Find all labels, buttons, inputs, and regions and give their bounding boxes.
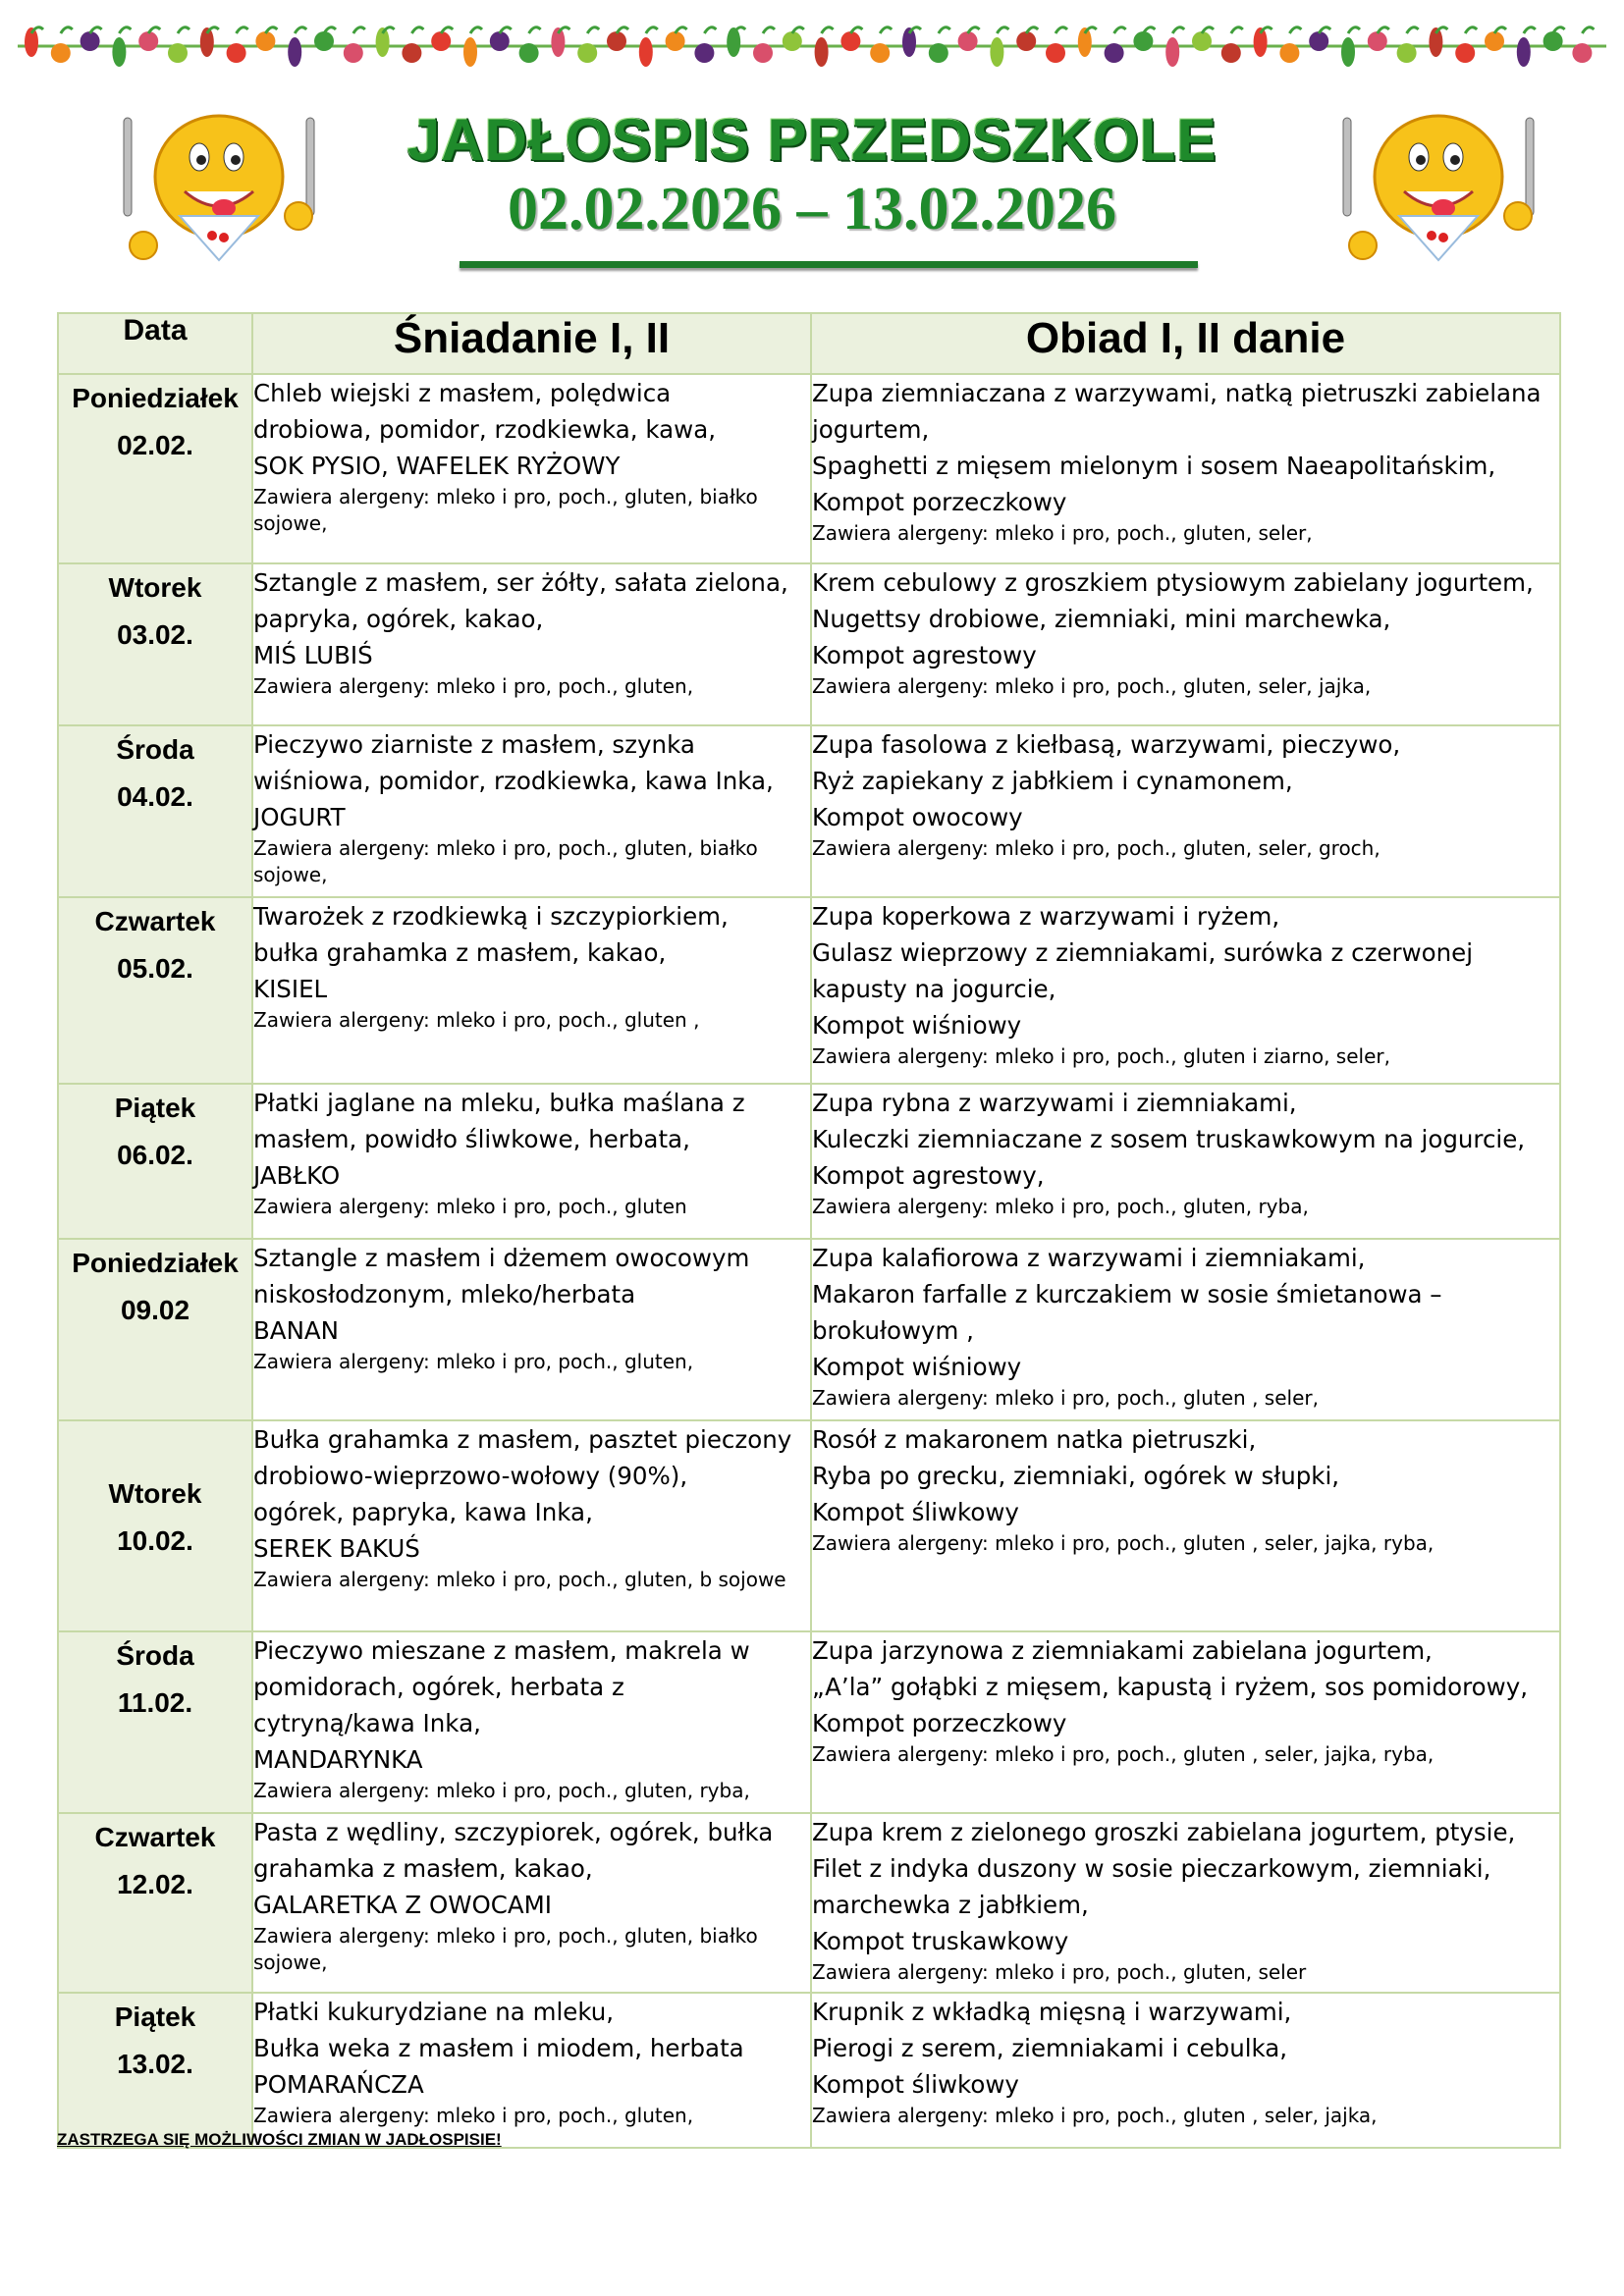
menu-line: papryka, ogórek, kakao, (253, 605, 544, 633)
vegetable-icon (227, 43, 246, 63)
vegetable-icon (519, 43, 539, 63)
day-date: 12.02. (117, 1869, 193, 1899)
leaf-icon (529, 27, 541, 33)
menu-line: Makaron farfalle z kurczakiem w sosie śmietanowa – (812, 1280, 1442, 1308)
menu-line: Kompot wiśniowy (812, 1353, 1022, 1381)
allergens-note: Zawiera alergeny: mleko i pro, poch., gluten, seler, groch, (812, 836, 1380, 860)
leaf-icon (500, 27, 512, 33)
menu-line: Kompot truskawkowy (812, 1927, 1069, 1955)
leaf-icon (61, 27, 73, 33)
allergens-note: Zawiera alergeny: mleko i pro, poch., gluten , seler, jajka, ryba, (812, 1742, 1435, 1766)
leaf-icon (997, 27, 1008, 33)
day-cell (58, 1239, 252, 1420)
allergens-note: Zawiera alergeny: mleko i pro, poch., gluten, ryba, (812, 1195, 1309, 1218)
leaf-icon (1143, 27, 1155, 33)
menu-line: Kompot agrestowy, (812, 1161, 1045, 1190)
vegetable-icon (607, 31, 626, 51)
lunch-cell (811, 1813, 1560, 1993)
vegetable-icon (1105, 43, 1124, 63)
allergens-note: Zawiera alergeny: mleko i pro, poch., gluten , seler, jajka, (812, 2104, 1378, 2127)
lunch-cell (811, 563, 1560, 725)
menu-line: Kompot wiśniowy (812, 1011, 1022, 1040)
table-row (58, 1420, 1560, 1631)
vegetable-icon (1165, 37, 1179, 67)
vegetable-icon (1133, 31, 1153, 51)
menu-line: Kompot porzeczkowy (812, 488, 1067, 516)
day-cell (58, 1631, 252, 1813)
menu-line: Bułka weka z masłem i miodem, herbata (253, 2034, 744, 2062)
vegetable-icon (815, 37, 829, 67)
allergens-note: Zawiera alergeny: mleko i pro, poch., gluten, b sojowe (253, 1568, 786, 1591)
leaf-icon (1172, 27, 1184, 33)
menu-line: masłem, powidło śliwkowe, herbata, (253, 1125, 690, 1153)
lunch-cell (811, 1993, 1560, 2148)
vegetable-icon (958, 31, 978, 51)
leaf-icon (411, 27, 423, 33)
day-date: 02.02. (117, 430, 193, 460)
vegetable-icon (1368, 31, 1387, 51)
vegetable-icon (402, 43, 421, 63)
menu-line: JOGURT (253, 803, 346, 831)
menu-line: Kompot porzeczkowy (812, 1709, 1067, 1737)
vegetable-icon (138, 31, 158, 51)
header-date: Data (58, 313, 252, 374)
page-title: JADŁOSPIS PRZEDSZKOLE (406, 107, 1218, 173)
table-header-row (58, 313, 1560, 374)
breakfast-cell (252, 725, 811, 897)
vegetable-icon (666, 31, 685, 51)
vegetable-icon (870, 43, 890, 63)
vegetable-icon (314, 31, 334, 51)
vegetable-icon (1309, 31, 1328, 51)
vegetable-icon (1341, 37, 1355, 67)
day-name: Czwartek (94, 1822, 216, 1852)
menu-line: GALARETKA Z OWOCAMI (253, 1891, 552, 1919)
leaf-icon (148, 27, 160, 33)
allergens-note: Zawiera alergeny: mleko i pro, poch., gluten , seler, jajka, ryba, (812, 1531, 1435, 1555)
menu-line: Krem cebulowy z groszkiem ptysiowym zabielany jogurtem, (812, 568, 1534, 597)
day-date: 05.02. (117, 953, 193, 984)
allergens-note: Zawiera alergeny: mleko i pro, poch., gluten, seler, (812, 521, 1313, 545)
menu-line: Kompot owocowy (812, 803, 1023, 831)
menu-line: „A’la” gołąbki z mięsem, kapustą i ryżem, sos pomidorowy, (812, 1673, 1528, 1701)
leaf-icon (119, 27, 131, 33)
day-date: 09.02 (120, 1295, 190, 1325)
vegetable-icon (1517, 37, 1531, 67)
vegetable-icon (1397, 43, 1417, 63)
breakfast-cell (252, 1084, 811, 1239)
menu-line: bułka grahamka z masłem, kakao, (253, 938, 667, 967)
lunch-cell (811, 1084, 1560, 1239)
allergens-note: Zawiera alergeny: mleko i pro, poch., gluten, (253, 674, 694, 698)
vegetable-icon (168, 43, 188, 63)
menu-line: Rosół z makaronem natka pietruszki, (812, 1425, 1257, 1454)
leaf-icon (704, 27, 716, 33)
menu-line: Ryba po grecku, ziemniaki, ogórek w słupki, (812, 1462, 1340, 1490)
day-cell (58, 1993, 252, 2148)
allergens-note: Zawiera alergeny: mleko i pro, poch., gluten, białko sojowe, (253, 1924, 758, 1974)
menu-line: Pieczywo mieszane z masłem, makrela w (253, 1636, 750, 1665)
day-cell (58, 897, 252, 1084)
day-name: Poniedziałek (72, 1248, 239, 1278)
menu-line: Kompot śliwkowy (812, 2070, 1019, 2099)
vegetable-icon (1572, 43, 1592, 63)
day-date: 10.02. (117, 1525, 193, 1556)
menu-line: Płatki jaglane na mleku, bułka maślana z (253, 1089, 745, 1117)
day-name: Środa (116, 734, 194, 765)
leaf-icon (1056, 27, 1067, 33)
lunch-cell (811, 897, 1560, 1084)
menu-line: cytryną/kawa Inka, (253, 1709, 481, 1737)
menu-line: Sztangle z masłem, ser żółty, sałata zielona, (253, 568, 788, 597)
menu-line: ogórek, papryka, kawa Inka, (253, 1498, 593, 1526)
menu-line: Zupa ziemniaczana z warzywami, natką pietruszki zabielana (812, 379, 1542, 407)
menu-line: drobiowo-wieprzowo-wołowy (90%), (253, 1462, 688, 1490)
breakfast-cell (252, 1813, 811, 1993)
allergens-note: Zawiera alergeny: mleko i pro, poch., gluten, białko sojowe, (253, 836, 758, 886)
header-breakfast: Śniadanie I, II (252, 313, 811, 374)
leaf-icon (1319, 27, 1330, 33)
leaf-icon (1378, 27, 1389, 33)
vegetable-icon (639, 37, 653, 67)
breakfast-cell (252, 1420, 811, 1631)
leaf-icon (792, 27, 804, 33)
leaf-icon (968, 27, 980, 33)
menu-line: niskosłodzonym, mleko/herbata (253, 1280, 636, 1308)
allergens-note: Zawiera alergeny: mleko i pro, poch., gluten, ryba, (253, 1779, 750, 1802)
menu-line: marchewka z jabłkiem, (812, 1891, 1089, 1919)
table-row (58, 1239, 1560, 1420)
menu-line: Zupa koperkowa z warzywami i ryżem, (812, 902, 1280, 931)
menu-line: brokułowym , (812, 1316, 974, 1345)
vegetable-icon (288, 37, 301, 67)
vegetable-icon (753, 43, 773, 63)
breakfast-cell (252, 374, 811, 563)
breakfast-cell (252, 1631, 811, 1813)
lunch-cell (811, 1239, 1560, 1420)
menu-line: SEREK BAKUŚ (253, 1534, 420, 1563)
day-name: Środa (116, 1640, 194, 1671)
day-name: Piątek (114, 1093, 196, 1123)
leaf-icon (1202, 27, 1214, 33)
menu-line: Krupnik z wkładką mięsną i warzywami, (812, 1998, 1292, 2026)
leaf-icon (1026, 27, 1038, 33)
menu-line: BANAN (253, 1316, 339, 1345)
menu-line: MIŚ LUBIŚ (253, 641, 373, 669)
menu-line: Spaghetti z mięsem mielonym i sosem Naeapolitańskim, (812, 452, 1496, 480)
vegetable-icon (112, 37, 126, 67)
lunch-cell (811, 725, 1560, 897)
menu-line: POMARAŃCZA (253, 2070, 424, 2099)
vegetable-icon (1485, 31, 1504, 51)
table-row (58, 1993, 1560, 2148)
leaf-icon (939, 27, 950, 33)
leaf-icon (587, 27, 599, 33)
vegetable-icon (344, 43, 363, 63)
menu-table (57, 312, 1561, 2149)
vegetable-icon (929, 43, 948, 63)
table-row (58, 897, 1560, 1084)
allergens-note: Zawiera alergeny: mleko i pro, poch., gluten, białko sojowe, (253, 485, 758, 535)
menu-line: jogurtem, (812, 415, 930, 444)
menu-line: Płatki kukurydziane na mleku, (253, 1998, 615, 2026)
menu-line: SOK PYSIO, WAFELEK RYŻOWY (253, 452, 621, 480)
footnote: ZASTRZEGA SIĘ MOŻLIWOŚCI ZMIAN W JADŁOSPISIE! (57, 2130, 502, 2149)
day-name: Wtorek (108, 572, 202, 603)
table-row (58, 1813, 1560, 1993)
menu-line: kapusty na jogurcie, (812, 975, 1056, 1003)
vegetable-border-icon (18, 18, 1606, 75)
vegetable-icon (1221, 43, 1241, 63)
menu-line: Gulasz wieprzowy z ziemniakami, surówka z czerwonej (812, 938, 1474, 967)
leaf-icon (265, 27, 277, 33)
leaf-icon (178, 27, 189, 33)
leaf-icon (1553, 27, 1565, 33)
day-cell (58, 374, 252, 563)
menu-line: Ryż zapiekany z jabłkiem i cynamonem, (812, 767, 1293, 795)
day-name: Piątek (114, 2002, 196, 2032)
vegetable-icon (783, 31, 802, 51)
day-date: 03.02. (117, 619, 193, 650)
leaf-icon (822, 27, 834, 33)
day-date: 11.02. (117, 1687, 193, 1718)
lunch-cell (811, 1420, 1560, 1631)
vegetable-icon (1455, 43, 1475, 63)
day-name: Poniedziałek (72, 383, 239, 413)
vegetable-icon (1279, 43, 1299, 63)
day-date: 04.02. (117, 781, 193, 812)
menu-line: Zupa krem z zielonego groszki zabielana jogurtem, ptysie, (812, 1818, 1516, 1846)
leaf-icon (1114, 27, 1126, 33)
vegetable-icon (694, 43, 714, 63)
allergens-note: Zawiera alergeny: mleko i pro, poch., gluten, seler, jajka, (812, 674, 1372, 698)
leaf-icon (90, 27, 102, 33)
day-cell (58, 563, 252, 725)
date-range: 02.02.2026 – 13.02.2026 (508, 176, 1116, 242)
vegetable-icon (1016, 31, 1036, 51)
menu-line: JABŁKO (253, 1161, 341, 1190)
vegetable-icon (51, 43, 71, 63)
allergens-note: Zawiera alergeny: mleko i pro, poch., gluten , (253, 1008, 700, 1032)
day-date: 13.02. (117, 2049, 193, 2079)
lunch-cell (811, 1631, 1560, 1813)
menu-line: Filet z indyka duszony w sosie pieczarkowym, ziemniaki, (812, 1854, 1491, 1883)
vegetable-icon (81, 31, 100, 51)
breakfast-cell (252, 1239, 811, 1420)
allergens-note: Zawiera alergeny: mleko i pro, poch., gluten i ziarno, seler, (812, 1044, 1390, 1068)
menu-line: pomidorach, ogórek, herbata z (253, 1673, 624, 1701)
menu-line: Chleb wiejski z masłem, polędwica (253, 379, 672, 407)
day-cell (58, 1420, 252, 1631)
allergens-note: Zawiera alergeny: mleko i pro, poch., gluten, seler (812, 1960, 1307, 1984)
leaf-icon (470, 27, 482, 33)
allergens-note: Zawiera alergeny: mleko i pro, poch., gluten , seler, (812, 1386, 1319, 1410)
menu-line: Twarożek z rzodkiewką i szczypiorkiem, (253, 902, 729, 931)
table-row (58, 1631, 1560, 1813)
leaf-icon (763, 27, 775, 33)
menu-line: grahamka z masłem, kakao, (253, 1854, 593, 1883)
table-row (58, 374, 1560, 563)
breakfast-cell (252, 1993, 811, 2148)
vegetable-icon (463, 37, 477, 67)
menu-line: Nugettsy drobiowe, ziemniaki, mini marchewka, (812, 605, 1391, 633)
day-cell (58, 1084, 252, 1239)
leaf-icon (1524, 27, 1536, 33)
vegetable-icon (255, 31, 275, 51)
vegetable-icon (431, 31, 451, 51)
day-cell (58, 1813, 252, 1993)
leaf-icon (676, 27, 687, 33)
header-lunch: Obiad I, II danie (811, 313, 1560, 374)
breakfast-cell (252, 563, 811, 725)
menu-line: Pasta z wędliny, szczypiorek, ogórek, bułka (253, 1818, 774, 1846)
menu-line: Zupa fasolowa z kiełbasą, warzywami, pieczywo, (812, 730, 1401, 759)
allergens-note: Zawiera alergeny: mleko i pro, poch., gluten, (253, 2104, 694, 2127)
menu-line: Kompot agrestowy (812, 641, 1037, 669)
menu-line: KISIEL (253, 975, 328, 1003)
day-date: 06.02. (117, 1140, 193, 1170)
breakfast-cell (252, 897, 811, 1084)
vegetable-icon (577, 43, 597, 63)
lunch-cell (811, 374, 1560, 563)
vegetable-icon (1192, 31, 1212, 51)
leaf-icon (353, 27, 365, 33)
menu-line: Pieczywo ziarniste z masłem, szynka (253, 730, 695, 759)
menu-line: Pierogi z serem, ziemniakami i cebulka, (812, 2034, 1288, 2062)
menu-line: Kompot śliwkowy (812, 1498, 1019, 1526)
leaf-icon (880, 27, 892, 33)
leaf-icon (295, 27, 306, 33)
day-name: Czwartek (94, 906, 216, 936)
menu-line: Bułka grahamka z masłem, pasztet pieczony (253, 1425, 792, 1454)
menu-line: Zupa kalafiorowa z warzywami i ziemniakami, (812, 1244, 1366, 1272)
table-row (58, 563, 1560, 725)
leaf-icon (1465, 27, 1477, 33)
day-name: Wtorek (108, 1478, 202, 1509)
allergens-note: Zawiera alergeny: mleko i pro, poch., gluten, (253, 1350, 694, 1373)
menu-line: Zupa rybna z warzywami i ziemniakami, (812, 1089, 1297, 1117)
menu-line: Zupa jarzynowa z ziemniakami zabielana jogurtem, (812, 1636, 1433, 1665)
leaf-icon (617, 27, 628, 33)
vegetable-icon (840, 31, 860, 51)
leaf-icon (1494, 27, 1506, 33)
leaf-icon (1407, 27, 1419, 33)
leaf-icon (1231, 27, 1243, 33)
menu-line: Sztangle z masłem i dżemem owocowym (253, 1244, 750, 1272)
leaf-icon (1582, 27, 1594, 33)
day-cell (58, 725, 252, 897)
allergens-note: Zawiera alergeny: mleko i pro, poch., gluten (253, 1195, 687, 1218)
vegetable-icon (1543, 31, 1563, 51)
leaf-icon (850, 27, 862, 33)
vegetable-icon (1046, 43, 1065, 63)
leaf-icon (1348, 27, 1360, 33)
menu-line: wiśniowa, pomidor, rzodkiewka, kawa Inka, (253, 767, 774, 795)
leaf-icon (441, 27, 453, 33)
menu-line: Kuleczki ziemniaczane z sosem truskawkowym na jogurcie, (812, 1125, 1526, 1153)
menu-line: MANDARYNKA (253, 1745, 423, 1774)
menu-line: drobiowa, pomidor, rzodkiewka, kawa, (253, 415, 716, 444)
leaf-icon (237, 27, 248, 33)
vegetable-icon (490, 31, 510, 51)
table-row (58, 1084, 1560, 1239)
leaf-icon (1289, 27, 1301, 33)
title-underline (460, 261, 1198, 268)
vegetable-icon (990, 37, 1003, 67)
leaf-icon (324, 27, 336, 33)
leaf-icon (646, 27, 658, 33)
table-row (58, 725, 1560, 897)
